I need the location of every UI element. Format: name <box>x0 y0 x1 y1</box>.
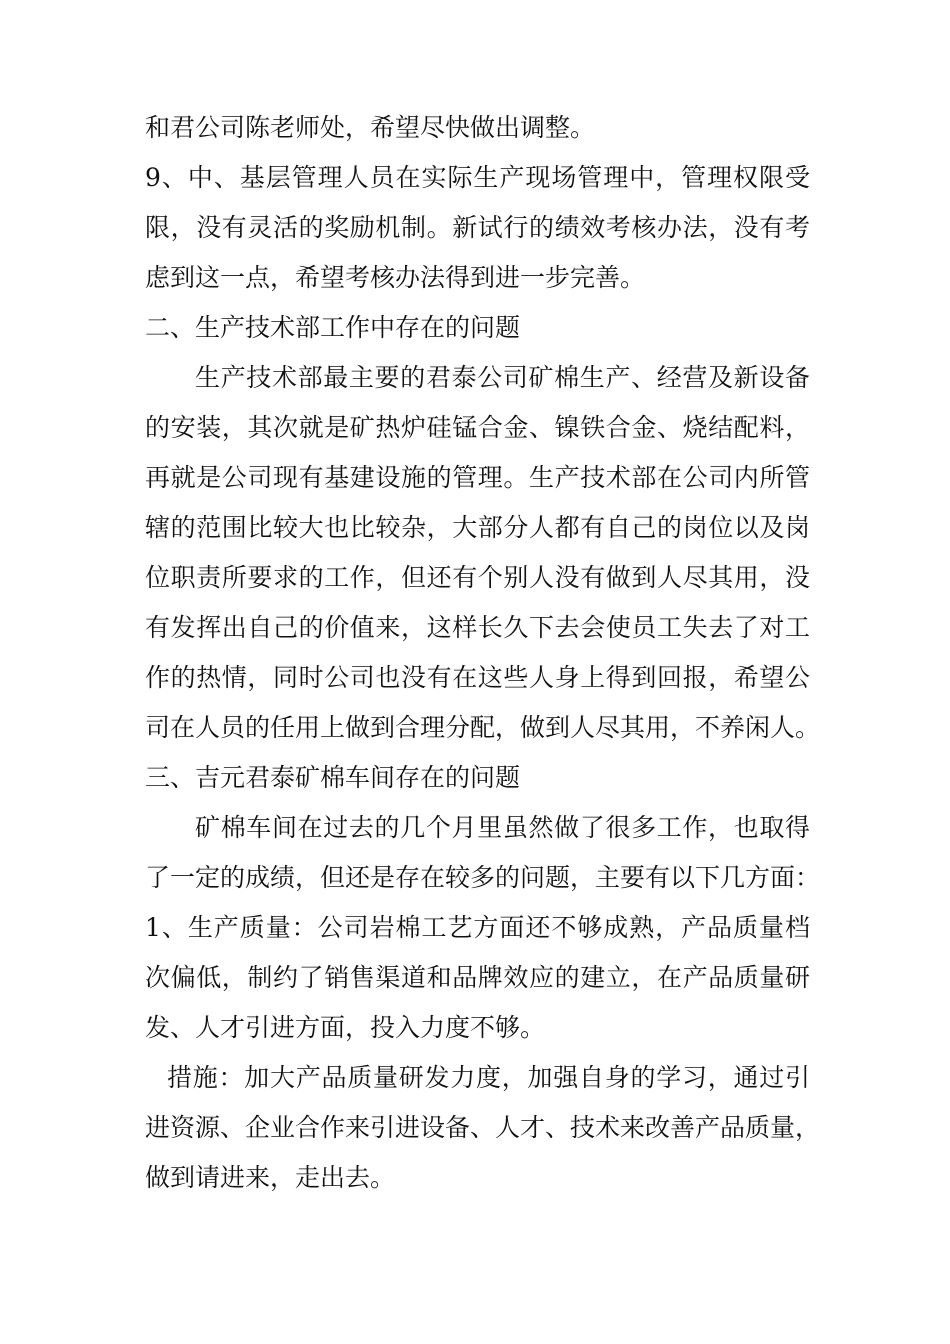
text-line: 了一定的成绩，但还是存在较多的问题，主要有以下几方面： <box>145 863 821 892</box>
text-line: 再就是公司现有基建设施的管理。生产技术部在公司内所管 <box>145 463 810 492</box>
text-line: 位职责所要求的工作，但还有个别人没有做到人尽其用，没 <box>145 563 810 592</box>
text-line: 辖的范围比较大也比较杂，大部分人都有自己的岗位以及岗 <box>145 513 810 542</box>
text-line: 措施：加大产品质量研发力度，加强自身的学习，通过引 <box>167 1063 810 1092</box>
text-line: 次偏低，制约了销售渠道和品牌效应的建立，在产品质量研 <box>145 963 810 992</box>
text-line: 1、生产质量：公司岩棉工艺方面还不够成熟，产品质量档 <box>145 913 810 942</box>
text-line: 和君公司陈老师处，希望尽快做出调整。 <box>145 113 596 142</box>
text-line: 9、中、基层管理人员在实际生产现场管理中，管理权限受 <box>145 163 810 192</box>
text-line: 矿棉车间在过去的几个月里虽然做了很多工作，也取得 <box>195 813 810 842</box>
body-text <box>145 103 821 1203</box>
text-line: 司在人员的任用上做到合理分配，做到人尽其用，不养闲人。 <box>145 713 821 742</box>
text-line: 限，没有灵活的奖励机制。新试行的绩效考核办法，没有考 <box>145 213 810 242</box>
section-heading: 二、生产技术部工作中存在的问题 <box>145 313 521 342</box>
text-line: 有发挥出自己的价值来，这样长久下去会使员工失去了对工 <box>145 613 810 642</box>
section-heading: 三、吉元君泰矿棉车间存在的问题 <box>145 763 521 792</box>
text-line: 进资源、企业合作来引进设备、人才、技术来改善产品质量， <box>145 1113 821 1142</box>
text-line: 做到请进来，走出去。 <box>145 1163 396 1192</box>
text-line: 生产技术部最主要的君泰公司矿棉生产、经营及新设备 <box>195 363 810 392</box>
text-line: 作的热情，同时公司也没有在这些人身上得到回报，希望公 <box>145 663 810 692</box>
text-line: 的安装，其次就是矿热炉硅锰合金、镍铁合金、烧结配料， <box>145 413 810 442</box>
text-line: 发、人才引进方面，投入力度不够。 <box>145 1013 546 1042</box>
text-line: 虑到这一点，希望考核办法得到进一步完善。 <box>145 263 646 292</box>
